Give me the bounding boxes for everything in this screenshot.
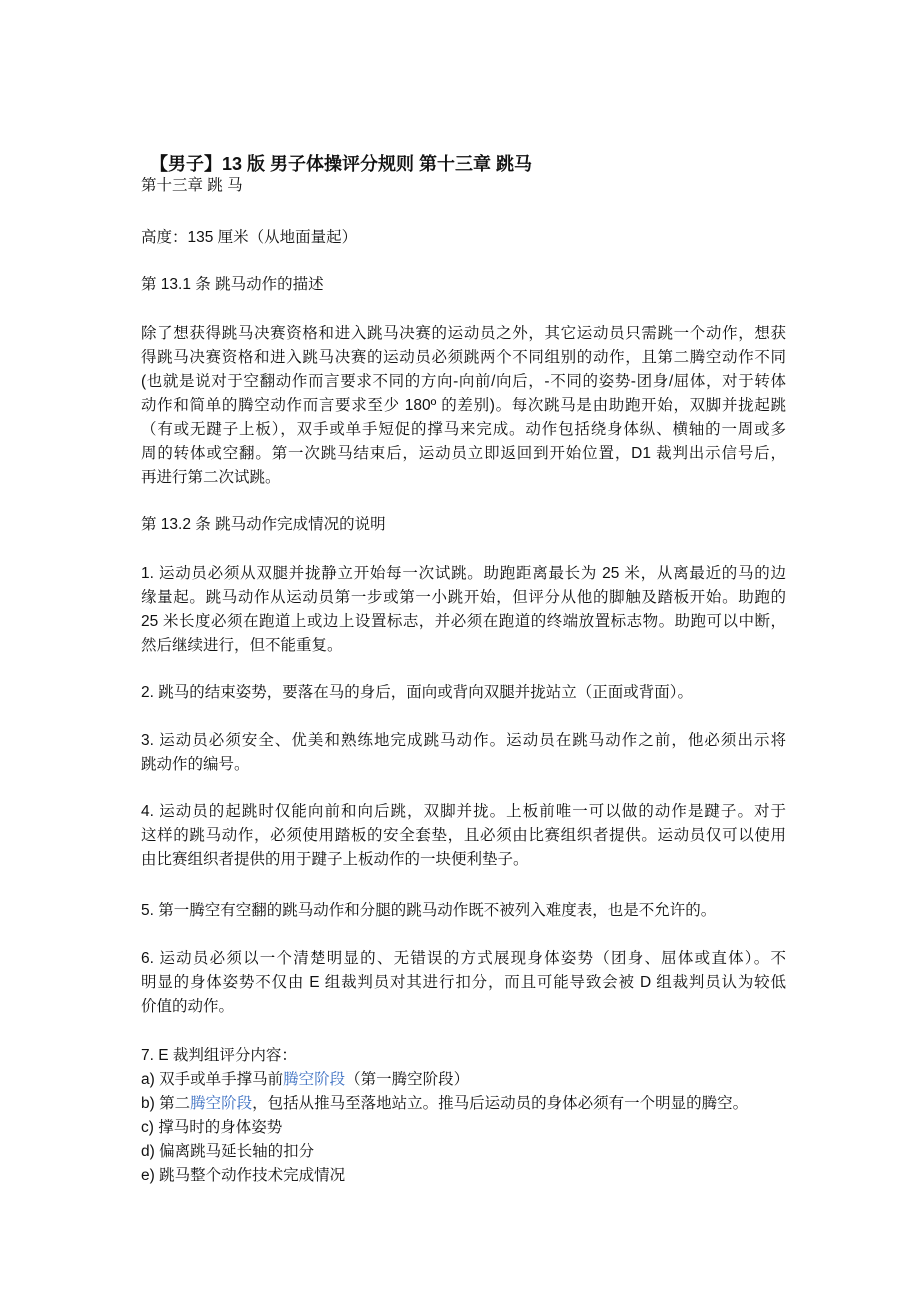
height-line: 高度：135 厘米（从地面量起） <box>141 229 358 246</box>
rule-item-5: 5. 第一腾空有空翻的跳马动作和分腿的跳马动作既不被列入难度表，也是不允许的。 <box>141 902 717 919</box>
text-line: 再进行第二次试跳。 <box>141 469 281 486</box>
rule-item-3: 3. 运动员必须安全、优美和熟练地完成跳马动作。运动员在跳马动作之前，他必须出示将 跳动作的编号。 <box>141 732 786 773</box>
section-13-1-heading: 第 13.1 条 跳马动作的描述 <box>141 276 324 293</box>
rule-item-6: 6. 运动员必须以一个清楚明显的、无错误的方式展现身体姿势（团身、屈体或直体）。不 明显的身体姿势不仅由 E 组裁判员对其进行扣分，而且可能导致会被 D 组裁判员认为较低 价值的动作。 <box>141 950 786 1015</box>
subitem-a: a) 双手或单手撑马前腾空阶段（第一腾空阶段） <box>141 1071 470 1088</box>
rule-item-4: 4. 运动员的起跳时仅能向前和向后跳，双脚并拢。上板前唯一可以做的动作是踺子。对于 这样的跳马动作，必须使用踏板的安全套垫，且必须由比赛组织者提供。运动员仅可以使用 由比赛组织者提供的用于踺子上板动作的一块便利垫子。 <box>141 803 786 868</box>
text-line: 动作和简单的腾空动作而言要求至少 180º 的差别)。每次跳马是由助跑开始，双脚并拢起跳 <box>141 397 786 414</box>
rule-item-7: 7. E 裁判组评分内容： a) 双手或单手撑马前腾空阶段（第一腾空阶段） b) 第二腾空阶段，包括从推马至落地站立。推马后运动员的身体必须有一个明显的腾空。 c) 撑马时的身体姿势 d) 偏离跳马延长轴的扣分 e) 跳马整个动作技术完成情况 <box>141 1044 786 1188</box>
section-13-2-heading: 第 13.2 条 跳马动作完成情况的说明 <box>141 516 386 533</box>
rule-item-1: 1. 运动员必须从双腿并拢静立开始每一次试跳。助跑距离最长为 25 米，从离最近的马的边 缘量起。跳马动作从运动员第一步或第一小跳开始，但评分从他的脚触及踏板开始。助跑的 25 米长度必须在跑道上或边上设置标志，并必须在跑道的终端放置标志物。助跑可以中断， 然后继续进行，但不能重复。 <box>141 565 786 654</box>
text-line: 得跳马决赛资格和进入跳马决赛的运动员必须跳两个不同组别的动作，且第二腾空动作不同 <box>141 349 786 366</box>
text-line: 除了想获得跳马决赛资格和进入跳马决赛的运动员之外，其它运动员只需跳一个动作，想获 <box>141 325 786 342</box>
subitem-e: e) 跳马整个动作技术完成情况 <box>141 1167 346 1184</box>
text-line: (也就是说对于空翻动作而言要求不同的方向-向前/向后，-不同的姿势-团身/屈体，对于转体 <box>141 373 786 390</box>
document-title: 【男子】13 版 男子体操评分规则 第十三章 跳马 <box>150 154 533 174</box>
subitem-d: d) 偏离跳马延长轴的扣分 <box>141 1143 315 1160</box>
chapter-heading: 第十三章 跳 马 <box>141 177 243 194</box>
text-line: （有或无踺子上板），双手或单手短促的撑马来完成。动作包括绕身体纵、横轴的一周或多 <box>141 421 786 438</box>
subitem-b: b) 第二腾空阶段，包括从推马至落地站立。推马后运动员的身体必须有一个明显的腾空。 <box>141 1095 749 1112</box>
link-flight-phase[interactable]: 腾空阶段 <box>190 1095 253 1112</box>
section-13-1-paragraph <box>141 322 786 490</box>
text-line: 周的转体或空翻。第一次跳马结束后，运动员立即返回到开始位置，D1 裁判出示信号后， <box>141 445 786 462</box>
rule-item-2: 2. 跳马的结束姿势，要落在马的身后，面向或背向双腿并拢站立（正面或背面）。 <box>141 684 693 701</box>
link-flight-phase[interactable]: 腾空阶段 <box>283 1071 346 1088</box>
subitem-c: c) 撑马时的身体姿势 <box>141 1119 283 1136</box>
